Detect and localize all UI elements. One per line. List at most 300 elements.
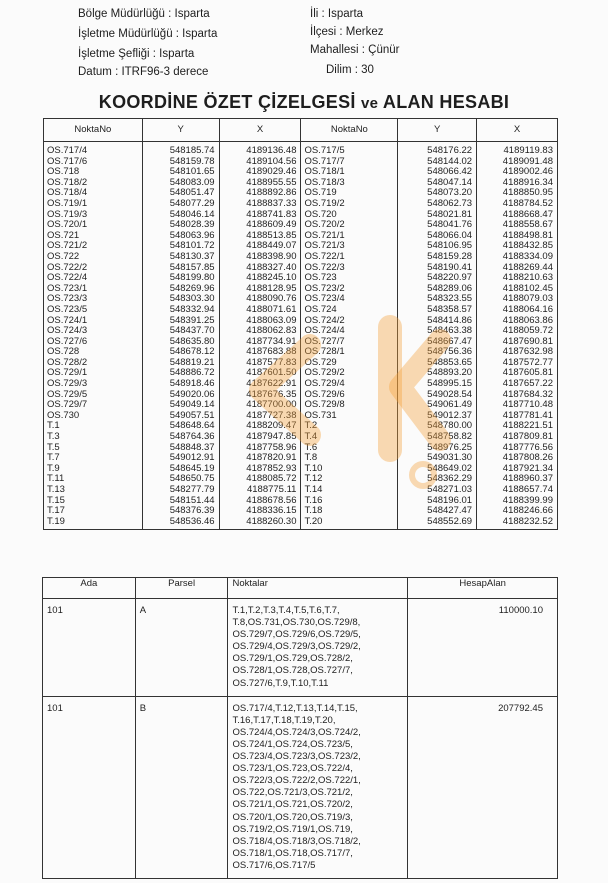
cell-y-value: 548289.06 (398, 284, 477, 295)
cell-x-value: 4187676.35 (219, 390, 301, 401)
cell-y-value: 548159.28 (398, 252, 477, 263)
cell-y-value: 548199.80 (142, 273, 219, 284)
cell-y-value: 549049.14 (142, 400, 219, 411)
cell-x-value: 4188678.56 (219, 496, 301, 507)
cell-x-value: 4189104.56 (219, 157, 301, 168)
cell-point-no: OS.718/4 (44, 188, 143, 199)
cell-point-no: OS.718/2 (44, 178, 143, 189)
cell-y-value: 548066.42 (398, 167, 477, 178)
cell-x-value: 4187776.56 (477, 443, 558, 454)
cell-x-value: 4188775.11 (219, 485, 301, 496)
table-row (44, 485, 558, 496)
table-row (44, 337, 558, 348)
cell-point-no: T.1 (44, 421, 143, 432)
table-row (44, 178, 558, 189)
cell-y-value: 548185.74 (142, 142, 219, 157)
noktalar-line: OS.728/1,OS.728,OS.727/7, (232, 665, 353, 677)
cell-x-value: 4188062.83 (219, 326, 301, 337)
cell-x-value: 4188085.72 (219, 474, 301, 485)
cell-x-value: 4188210.63 (477, 273, 558, 284)
cell-point-no: OS.717/5 (301, 142, 398, 157)
noktalar-line: OS.724/1,OS.724,OS.723/5, (232, 738, 353, 750)
cell-x-value: 4187683.88 (219, 347, 301, 358)
cell-x-value: 4187605.81 (477, 368, 558, 379)
parcel-row (43, 599, 558, 697)
header-hesap-alan: HesapAlan (408, 578, 558, 599)
cell-y-value: 549020.06 (142, 390, 219, 401)
datum: Datum : ITRF96-3 derece (78, 66, 209, 78)
cell-point-no: T.4 (301, 432, 398, 443)
cell-x-value: 4188334.09 (477, 252, 558, 263)
cell-point-no: OS.729/8 (301, 400, 398, 411)
cell-x-value: 4188399.99 (477, 496, 558, 507)
cell-ada: 101 (43, 599, 136, 697)
cell-x-value: 4188960.37 (477, 474, 558, 485)
cell-y-value: 548536.46 (142, 517, 219, 530)
cell-y-value: 548358.57 (398, 305, 477, 316)
table-row (44, 443, 558, 454)
table-row (44, 167, 558, 178)
table-row (44, 241, 558, 252)
cell-y-value: 548220.97 (398, 273, 477, 284)
parcel-table (42, 577, 558, 879)
cell-x-value: 4187657.22 (477, 379, 558, 390)
cell-parsel: B (135, 696, 228, 878)
cell-point-no: OS.723/5 (44, 305, 143, 316)
cell-point-no: OS.727/6 (44, 337, 143, 348)
cell-y-value: 548976.25 (398, 443, 477, 454)
cell-point-no: OS.723 (301, 273, 398, 284)
cell-x-value: 4188102.45 (477, 284, 558, 295)
cell-y-value: 548995.15 (398, 379, 477, 390)
noktalar-line: OS.717/6,OS.717/5 (232, 859, 316, 871)
cell-x-value: 4188246.66 (477, 506, 558, 517)
cell-x-value: 4187727.38 (219, 411, 301, 422)
title-main: KOORDİNE ÖZET ÇİZELGESİ (98, 92, 361, 112)
cell-x-value: 4188558.67 (477, 220, 558, 231)
cell-x-value: 4187852.93 (219, 464, 301, 475)
noktalar-line: OS.727/6,T.9,T.10,T.11 (232, 677, 329, 689)
cell-y-value: 548066.04 (398, 231, 477, 242)
cell-point-no: OS.722/4 (44, 273, 143, 284)
noktalar-line: OS.720/1,OS.720,OS.719/3, (232, 811, 353, 823)
cell-x-value: 4187577.83 (219, 358, 301, 369)
cell-x-value: 4187622.91 (219, 379, 301, 390)
title-ve: ve (360, 95, 379, 112)
isletme-sefligi: İşletme Şefliği : Isparta (78, 48, 195, 60)
cell-x-value: 4188090.76 (219, 294, 301, 305)
cell-point-no: T.11 (44, 474, 143, 485)
cell-point-no: OS.727/7 (301, 337, 398, 348)
cell-y-value: 548362.29 (398, 474, 477, 485)
cell-y-value: 548649.02 (398, 464, 477, 475)
cell-x-value: 4188449.07 (219, 241, 301, 252)
cell-point-no: OS.723/2 (301, 284, 398, 295)
table-row (44, 474, 558, 485)
table-row (44, 464, 558, 475)
cell-x-value: 4187572.77 (477, 358, 558, 369)
table-row (44, 421, 558, 432)
cell-point-no: OS.729 (301, 358, 398, 369)
cell-y-value: 548062.73 (398, 199, 477, 210)
table-row (44, 432, 558, 443)
cell-point-no: OS.728 (44, 347, 143, 358)
table-row (44, 368, 558, 379)
table-row (44, 326, 558, 337)
cell-x-value: 4187820.91 (219, 453, 301, 464)
table-row (44, 517, 558, 530)
cell-point-no: OS.729/4 (301, 379, 398, 390)
cell-y-value: 548101.65 (142, 167, 219, 178)
cell-point-no: T.16 (301, 496, 398, 507)
cell-point-no: T.6 (301, 443, 398, 454)
cell-point-no: OS.723/4 (301, 294, 398, 305)
cell-x-value: 4189091.48 (477, 157, 558, 168)
noktalar-line: OS.721/1,OS.721,OS.720/2, (232, 799, 353, 811)
cell-x-value: 4189029.46 (219, 167, 301, 178)
il: İli : Isparta (310, 8, 364, 20)
noktalar-line: T.1,T.2,T.3,T.4,T.5,T.6,T.7, (232, 605, 340, 616)
cell-point-no: OS.719/3 (44, 210, 143, 221)
cell-y-value: 548073.20 (398, 188, 477, 199)
cell-x-value: 4188657.74 (477, 485, 558, 496)
header-parsel: Parsel (135, 578, 228, 599)
table-row (44, 400, 558, 411)
table-row (44, 379, 558, 390)
cell-y-value: 548764.36 (142, 432, 219, 443)
bolge-mudurlugu: Bölge Müdürlüğü : Isparta (78, 8, 210, 20)
cell-point-no: T.7 (44, 453, 143, 464)
header-nokta-no-1: NoktaNo (44, 119, 143, 142)
cell-y-value: 548886.72 (142, 368, 219, 379)
cell-point-no: OS.718/1 (301, 167, 398, 178)
cell-point-no: OS.728/2 (44, 358, 143, 369)
cell-y-value: 549061.49 (398, 400, 477, 411)
cell-x-value: 4188269.44 (477, 263, 558, 274)
cell-point-no: T.3 (44, 432, 143, 443)
cell-point-no: OS.720/2 (301, 220, 398, 231)
cell-x-value: 4187684.32 (477, 390, 558, 401)
cell-point-no: OS.720 (301, 210, 398, 221)
cell-point-no: OS.722 (44, 252, 143, 263)
cell-y-value: 549012.91 (142, 453, 219, 464)
table-row (44, 252, 558, 263)
cell-y-value: 548780.00 (398, 421, 477, 432)
cell-point-no: OS.724/4 (301, 326, 398, 337)
cell-y-value: 548756.36 (398, 347, 477, 358)
cell-y-value: 548414.86 (398, 316, 477, 327)
cell-y-value: 548323.55 (398, 294, 477, 305)
noktalar-line: OS.717/4,T.12,T.13,T.14,T.15, (232, 702, 358, 714)
cell-x-value: 4187734.91 (219, 337, 301, 348)
cell-x-value: 4187809.81 (477, 432, 558, 443)
cell-y-value: 548106.95 (398, 241, 477, 252)
cell-hesap-alan: 207792.45 (408, 696, 558, 878)
cell-x-value: 4188327.40 (219, 263, 301, 274)
cell-y-value: 548918.46 (142, 379, 219, 390)
table-row (44, 347, 558, 358)
cell-point-no: OS.722/3 (301, 263, 398, 274)
table-row (44, 188, 558, 199)
cell-x-value: 4187781.41 (477, 411, 558, 422)
table-row (44, 157, 558, 168)
cell-point-no: OS.719/2 (301, 199, 398, 210)
cell-y-value: 548678.12 (142, 347, 219, 358)
cell-y-value: 548041.76 (398, 220, 477, 231)
table-row (44, 390, 558, 401)
table-row (44, 273, 558, 284)
cell-point-no: OS.719/1 (44, 199, 143, 210)
header-y-2: Y (398, 119, 477, 142)
cell-point-no: T.12 (301, 474, 398, 485)
cell-x-value: 4187601.50 (219, 368, 301, 379)
cell-point-no: OS.729/2 (301, 368, 398, 379)
cell-point-no: OS.721/2 (44, 241, 143, 252)
cell-y-value: 548130.37 (142, 252, 219, 263)
cell-noktalar (228, 599, 408, 697)
cell-point-no: OS.724/2 (301, 316, 398, 327)
cell-y-value: 548063.96 (142, 231, 219, 242)
noktalar-line: T.16,T.17,T.18,T.19,T.20, (232, 714, 336, 726)
cell-x-value: 4188221.51 (477, 421, 558, 432)
cell-y-value: 548077.29 (142, 199, 219, 210)
noktalar-line: OS.718/1,OS.718,OS.717/7, (232, 847, 353, 859)
coordinate-table (43, 118, 558, 530)
cell-y-value: 548151.44 (142, 496, 219, 507)
table-row (44, 305, 558, 316)
isletme-mudurlugu: İşletme Müdürlüğü : Isparta (78, 28, 218, 40)
header-noktalar: Noktalar (228, 578, 408, 599)
cell-point-no: T.9 (44, 464, 143, 475)
cell-y-value: 548144.02 (398, 157, 477, 168)
cell-x-value: 4188071.61 (219, 305, 301, 316)
cell-x-value: 4187690.81 (477, 337, 558, 348)
cell-point-no: OS.723/3 (44, 294, 143, 305)
cell-x-value: 4187710.48 (477, 400, 558, 411)
cell-point-no: OS.724/3 (44, 326, 143, 337)
table-row (44, 199, 558, 210)
page-title (0, 92, 608, 113)
cell-y-value: 548159.78 (142, 157, 219, 168)
cell-x-value: 4188916.34 (477, 178, 558, 189)
cell-x-value: 4188741.83 (219, 210, 301, 221)
cell-x-value: 4188784.52 (477, 199, 558, 210)
cell-point-no: T.13 (44, 485, 143, 496)
noktalar-line: OS.729/7,OS.729/6,OS.729/5, (232, 629, 361, 641)
parcel-row (43, 696, 558, 878)
noktalar-line: OS.729/1,OS.729,OS.728/2, (232, 653, 353, 665)
cell-point-no: OS.729/6 (301, 390, 398, 401)
header-x-2: X (477, 119, 558, 142)
cell-y-value: 548051.47 (142, 188, 219, 199)
table-row (44, 210, 558, 221)
cell-point-no: OS.731 (301, 411, 398, 422)
cell-point-no: T.18 (301, 506, 398, 517)
cell-x-value: 4188336.15 (219, 506, 301, 517)
cell-point-no: OS.729/5 (44, 390, 143, 401)
cell-y-value: 548552.69 (398, 517, 477, 530)
noktalar-line: OS.729/4,OS.729/3,OS.729/2, (232, 641, 361, 653)
cell-y-value: 548758.82 (398, 432, 477, 443)
cell-x-value: 4188955.55 (219, 178, 301, 189)
cell-x-value: 4189002.46 (477, 167, 558, 178)
table-row (44, 294, 558, 305)
cell-point-no: OS.722/1 (301, 252, 398, 263)
cell-y-value: 548648.64 (142, 421, 219, 432)
cell-y-value: 548083.09 (142, 178, 219, 189)
table-row (44, 496, 558, 507)
cell-x-value: 4189136.48 (219, 142, 301, 157)
table-row (44, 358, 558, 369)
cell-y-value: 548376.39 (142, 506, 219, 517)
noktalar-line: OS.718/4,OS.718/3,OS.718/2, (232, 835, 361, 847)
cell-y-value: 548853.65 (398, 358, 477, 369)
cell-point-no: OS.721 (44, 231, 143, 242)
coordinate-rows (44, 142, 558, 530)
cell-y-value: 549057.51 (142, 411, 219, 422)
cell-x-value: 4188245.10 (219, 273, 301, 284)
cell-x-value: 4187632.98 (477, 347, 558, 358)
cell-x-value: 4188668.47 (477, 210, 558, 221)
table-row (44, 411, 558, 422)
cell-point-no: T.19 (44, 517, 143, 530)
cell-x-value: 4187808.26 (477, 453, 558, 464)
cell-point-no: T.8 (301, 453, 398, 464)
cell-y-value: 548271.03 (398, 485, 477, 496)
parcel-rows (43, 599, 558, 879)
cell-point-no: OS.721/3 (301, 241, 398, 252)
noktalar-line: OS.723/1,OS.723,OS.722/4, (232, 763, 353, 775)
cell-y-value: 548391.25 (142, 316, 219, 327)
cell-x-value: 4188128.95 (219, 284, 301, 295)
cell-y-value: 549012.37 (398, 411, 477, 422)
noktalar-line: OS.722,OS.721/3,OS.721/2, (232, 787, 353, 799)
cell-y-value: 548196.01 (398, 496, 477, 507)
table-row (44, 284, 558, 295)
table-row (44, 231, 558, 242)
cell-x-value: 4188063.09 (219, 316, 301, 327)
cell-x-value: 4189119.83 (477, 142, 558, 157)
cell-y-value: 548437.70 (142, 326, 219, 337)
cell-point-no: OS.718/3 (301, 178, 398, 189)
table-row (44, 220, 558, 231)
cell-x-value: 4188232.52 (477, 517, 558, 530)
cell-hesap-alan: 110000.10 (408, 599, 558, 697)
cell-point-no: T.2 (301, 421, 398, 432)
cell-y-value: 548046.14 (142, 210, 219, 221)
cell-x-value: 4187758.96 (219, 443, 301, 454)
cell-y-value: 549031.30 (398, 453, 477, 464)
cell-point-no: OS.724 (301, 305, 398, 316)
cell-y-value: 548893.20 (398, 368, 477, 379)
cell-y-value: 548463.38 (398, 326, 477, 337)
cell-y-value: 548667.47 (398, 337, 477, 348)
cell-x-value: 4187947.85 (219, 432, 301, 443)
cell-y-value: 549028.54 (398, 390, 477, 401)
cell-point-no: OS.717/7 (301, 157, 398, 168)
noktalar-line: T.8,OS.731,OS.730,OS.729/8, (232, 617, 361, 629)
cell-x-value: 4188837.33 (219, 199, 301, 210)
cell-x-value: 4188059.72 (477, 326, 558, 337)
cell-x-value: 4188850.95 (477, 188, 558, 199)
cell-y-value: 548848.37 (142, 443, 219, 454)
cell-x-value: 4188398.90 (219, 252, 301, 263)
cell-y-value: 548269.96 (142, 284, 219, 295)
cell-x-value: 4187700.00 (219, 400, 301, 411)
cell-x-value: 4188892.86 (219, 188, 301, 199)
cell-y-value: 548650.75 (142, 474, 219, 485)
cell-y-value: 548332.94 (142, 305, 219, 316)
cell-y-value: 548427.47 (398, 506, 477, 517)
dilim: Dilim : 30 (326, 64, 374, 76)
cell-point-no: OS.723/1 (44, 284, 143, 295)
header-ada: Ada (43, 578, 136, 599)
cell-point-no: T.15 (44, 496, 143, 507)
cell-x-value: 4188064.16 (477, 305, 558, 316)
table-row (44, 263, 558, 274)
ilce: İlçesi : Merkez (310, 26, 384, 38)
cell-x-value: 4188432.85 (477, 241, 558, 252)
noktalar-line: OS.724/4,OS.724/3,OS.724/2, (232, 726, 361, 738)
cell-point-no: OS.728/1 (301, 347, 398, 358)
cell-y-value: 548277.79 (142, 485, 219, 496)
noktalar-line: OS.722/3,OS.722/2,OS.722/1, (232, 775, 361, 787)
title-rest: ALAN HESABI (378, 92, 510, 112)
cell-x-value: 4188260.30 (219, 517, 301, 530)
cell-point-no: OS.724/1 (44, 316, 143, 327)
cell-x-value: 4188063.86 (477, 316, 558, 327)
cell-y-value: 548157.85 (142, 263, 219, 274)
cell-point-no: OS.720/1 (44, 220, 143, 231)
cell-y-value: 548190.41 (398, 263, 477, 274)
table-row (44, 316, 558, 327)
cell-point-no: T.10 (301, 464, 398, 475)
table-row (44, 453, 558, 464)
cell-point-no: OS.729/1 (44, 368, 143, 379)
cell-y-value: 548028.39 (142, 220, 219, 231)
cell-point-no: OS.730 (44, 411, 143, 422)
header-x-1: X (219, 119, 301, 142)
cell-y-value: 548101.72 (142, 241, 219, 252)
cell-noktalar (228, 696, 408, 878)
noktalar-line: OS.719/2,OS.719/1,OS.719, (232, 823, 353, 835)
table-row (44, 142, 558, 157)
header-nokta-no-2: NoktaNo (301, 119, 398, 142)
cell-y-value: 548176.22 (398, 142, 477, 157)
cell-point-no: OS.719 (301, 188, 398, 199)
cell-point-no: T.20 (301, 517, 398, 530)
cell-ada: 101 (43, 696, 136, 878)
cell-point-no: OS.729/3 (44, 379, 143, 390)
cell-x-value: 4188209.47 (219, 421, 301, 432)
cell-y-value: 548819.21 (142, 358, 219, 369)
table-row (44, 506, 558, 517)
cell-y-value: 548635.80 (142, 337, 219, 348)
cell-x-value: 4188498.81 (477, 231, 558, 242)
cell-point-no: T.17 (44, 506, 143, 517)
cell-y-value: 548047.14 (398, 178, 477, 189)
cell-point-no: OS.717/4 (44, 142, 143, 157)
cell-y-value: 548645.19 (142, 464, 219, 475)
cell-x-value: 4188079.03 (477, 294, 558, 305)
cell-x-value: 4187921.34 (477, 464, 558, 475)
cell-x-value: 4188513.85 (219, 231, 301, 242)
cell-point-no: OS.722/2 (44, 263, 143, 274)
cell-point-no: T.14 (301, 485, 398, 496)
header-y-1: Y (142, 119, 219, 142)
cell-point-no: OS.718 (44, 167, 143, 178)
cell-point-no: T.5 (44, 443, 143, 454)
